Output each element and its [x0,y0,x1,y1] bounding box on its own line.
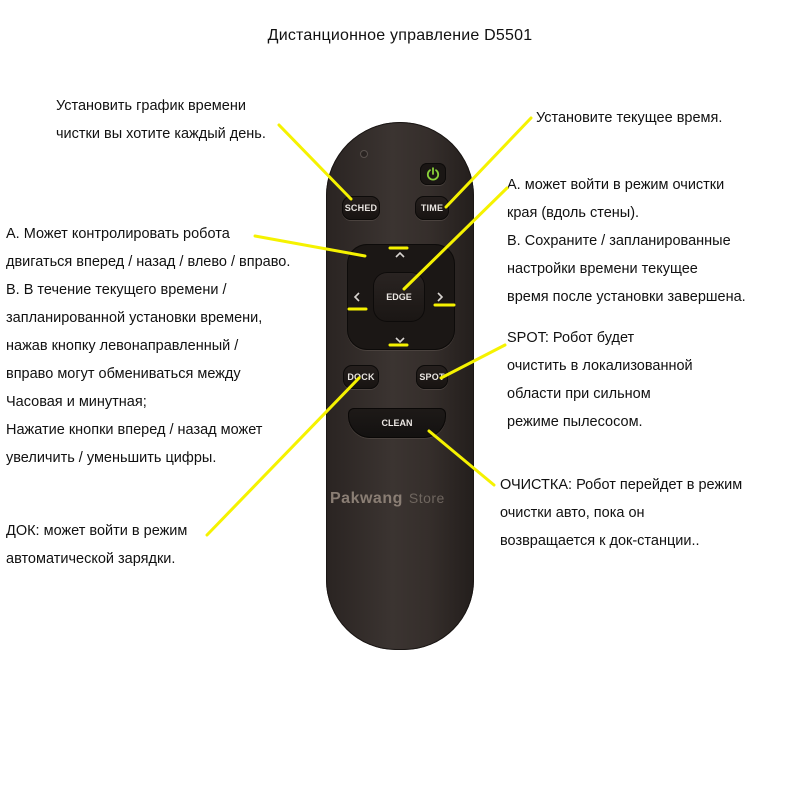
page-title: Дистанционное управление D5501 [267,27,533,44]
leader-line-edge [404,188,507,289]
watermark-brand: Pakwang [330,490,403,507]
leader-line-clean [429,431,494,485]
edge-button[interactable]: EDGE [373,272,425,322]
annotation-time: Установите текущее время. [536,110,723,126]
leader-line-arrows [255,236,365,256]
leader-line-dock [207,378,359,535]
clean-button[interactable]: CLEAN [348,408,446,438]
spot-button[interactable]: SPOT [416,365,448,389]
time-button[interactable]: TIME [415,196,449,220]
leader-line-spot [441,345,505,378]
dock-button[interactable]: DOCK [343,365,379,389]
leader-line-sched [279,125,351,199]
leader-line-time [446,118,531,207]
annotation-edge: A. может войти в режим очистки края (вдоль стены). B. Сохраните / запланированные настройки времени текущее время после установки завершена. [507,177,746,305]
annotation-sched: Установить график времени чистки вы хотите каждый день. [56,98,266,142]
sched-button[interactable]: SCHED [342,196,380,220]
annotation-arrows: A. Может контролировать робота двигаться вперед / назад / влево / вправо. B. В течение текущего времени / запланированной установки времени, нажав кнопку левонаправленный / вправо могут обмениваться между Часовая и минутная; Нажатие кнопки вперед / назад может увеличить / уменьшить цифры. [6,226,291,466]
annotation-clean: ОЧИСТКА: Робот перейдет в режим очистки авто, пока он возвращается к док-станции.. [500,477,743,549]
annotation-dock: ДОК: может войти в режим автоматической зарядки. [6,523,188,567]
watermark-store: Store [408,490,445,506]
annotation-spot: SPOT: Робот будет очистить в локализованной области при сильном режиме пылесосом. [507,330,693,430]
